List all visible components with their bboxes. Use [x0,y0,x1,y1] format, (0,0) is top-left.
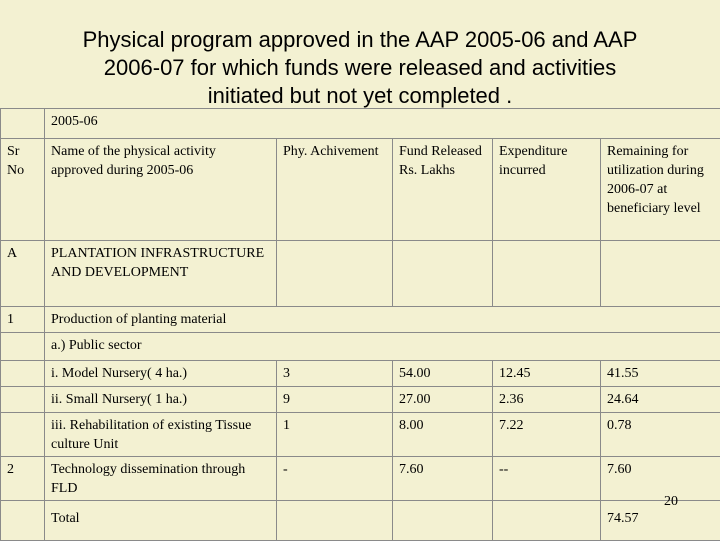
title-line-1: Physical program approved in the AAP 2005-06 and AAP [30,26,690,54]
year-label: 2005-06 [45,109,720,139]
title-line-3: initiated but not yet completed . [30,82,690,110]
total-label: Total [45,501,277,541]
section-row [1,241,720,307]
item-fund: 27.00 [393,387,493,413]
header-sr: Sr No [1,139,45,241]
item-fund: 8.00 [393,413,493,457]
header-row [1,139,720,241]
item-rem: 0.78 [601,413,720,457]
table-row [1,413,720,457]
item-phy: 1 [277,413,393,457]
section-sr: A [1,241,45,307]
header-fund: Fund Released Rs. Lakhs [393,139,493,241]
section-name: PLANTATION INFRASTRUCTURE AND DEVELOPMENT [45,241,277,307]
row2-phy: - [277,457,393,501]
row2-exp: -- [493,457,601,501]
item-name: i. Model Nursery( 4 ha.) [45,361,277,387]
row1-sr: 1 [1,307,45,333]
total-row [1,501,720,541]
item-rem: 41.55 [601,361,720,387]
header-name: Name of the physical activity approved during 2005-06 [45,139,277,241]
subsection-row [1,333,720,361]
page-title [30,26,690,110]
row2-rem: 7.60 [601,457,720,501]
header-rem: Remaining for utilization during 2006-07 at beneficiary level [601,139,720,241]
row1-name: Production of planting material [45,307,720,333]
item-exp: 2.36 [493,387,601,413]
table-row [1,307,720,333]
row2-name: Technology dissemination through FLD [45,457,277,501]
table-row [1,361,720,387]
table-row [1,387,720,413]
header-exp: Expenditure incurred [493,139,601,241]
item-name: ii. Small Nursery( 1 ha.) [45,387,277,413]
table-row [1,457,720,501]
row2-fund: 7.60 [393,457,493,501]
item-phy: 3 [277,361,393,387]
item-exp: 12.45 [493,361,601,387]
activities-table [0,108,720,541]
page-number: 20 [664,494,678,510]
row2-sr: 2 [1,457,45,501]
subsection-label: a.) Public sector [45,333,720,361]
item-name: iii. Rehabilitation of existing Tissue culture Unit [45,413,277,457]
item-exp: 7.22 [493,413,601,457]
year-spacer-cell [1,109,45,139]
year-row [1,109,720,139]
header-phy: Phy. Achivement [277,139,393,241]
item-rem: 24.64 [601,387,720,413]
title-line-2: 2006-07 for which funds were released and activities [30,54,690,82]
item-fund: 54.00 [393,361,493,387]
total-rem: 74.57 [601,501,720,541]
item-phy: 9 [277,387,393,413]
